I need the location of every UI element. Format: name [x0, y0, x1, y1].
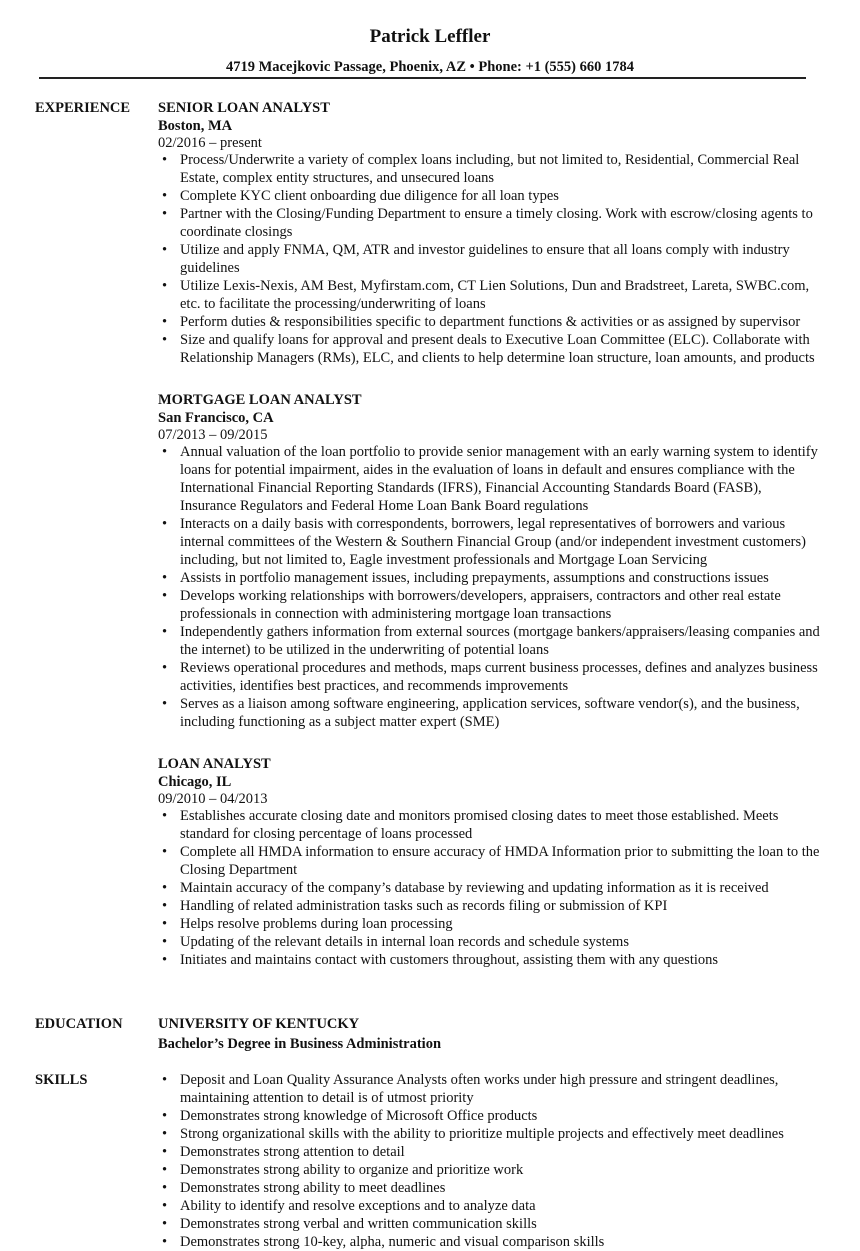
- skill-item: • Ability to identify and resolve exceptions and to analyze data: [180, 1197, 820, 1215]
- education-degree: Bachelor’s Degree in Business Administration: [158, 1036, 442, 1052]
- header-divider: [39, 77, 806, 79]
- job-bullet: • Interacts on a daily basis with correspondents, borrowers, legal representatives of borrowers and various internal committees of the Western & Southern Financial Group (and/or independent investment customers) including, but not limited to, Eagle investment professionals and Mortgage Loan Servicing: [180, 515, 820, 569]
- job-bullet: • Helps resolve problems during loan processing: [180, 915, 820, 933]
- skill-item: • Demonstrates strong ability to organize and prioritize work: [180, 1161, 820, 1179]
- job-title: MORTGAGE LOAN ANALYST: [158, 392, 362, 408]
- education-label: EDUCATION: [35, 1016, 123, 1032]
- skill-item: • Deposit and Loan Quality Assurance Analysts often works under high pressure and stringent deadlines, maintaining attention to detail is of utmost priority: [180, 1071, 820, 1107]
- experience-section: [35, 99, 820, 993]
- job-bullet: • Establishes accurate closing date and monitors promised closing dates to meet those established. Meets standard for closing percentage of loans processed: [180, 807, 820, 843]
- job-title: SENIOR LOAN ANALYST: [158, 100, 330, 116]
- job-dates: 02/2016 – present: [158, 135, 262, 151]
- job-bullets: [158, 443, 820, 731]
- job-entry: [158, 755, 820, 969]
- job-location: Chicago, IL: [158, 774, 232, 790]
- job-bullet: • Annual valuation of the loan portfolio to provide senior management with an early warning system to identify loans for potential impairment, aides in the evaluation of loans in default and ensures compliance with the International Financial Reporting Standards (IFRS), Financial Accounting Standards Board (FASB), Insurance Regulators and Federal Home Loan Bank Board regulations: [180, 443, 820, 515]
- skills-label: SKILLS: [35, 1072, 88, 1088]
- skills-body: [158, 1071, 820, 1251]
- skill-item: • Demonstrates strong verbal and written communication skills: [180, 1215, 820, 1233]
- job-bullet: • Utilize Lexis-Nexis, AM Best, Myfirstam.com, CT Lien Solutions, Dun and Bradstreet, Lareta, SWBC.com, etc. to facilitate the processing/underwriting of loans: [180, 277, 820, 313]
- education-section: [35, 1015, 820, 1055]
- contact-line: 4719 Macejkovic Passage, Phoenix, AZ • Phone: +1 (555) 660 1784: [225, 59, 635, 75]
- job-bullet: • Independently gathers information from external sources (mortgage bankers/appraisers/leasing companies and the internet) to be utilized in the underwriting of potential loans: [180, 623, 820, 659]
- job-bullet: • Develops working relationships with borrowers/developers, appraisers, contractors and other real estate professionals in connection with administering mortgage loan transactions: [180, 587, 820, 623]
- job-location: Boston, MA: [158, 118, 233, 134]
- skill-item: • Demonstrates strong 10-key, alpha, numeric and visual comparison skills: [180, 1233, 820, 1251]
- job-bullet: • Process/Underwrite a variety of complex loans including, but not limited to, Residential, Commercial Real Estate, complex entity structures, and unsecured loans: [180, 151, 820, 187]
- experience-body: [158, 99, 820, 969]
- job-title: LOAN ANALYST: [158, 756, 271, 772]
- job-bullet: • Serves as a liaison among software engineering, application services, software vendor(s), and the business, including functioning as a subject matter expert (SME): [180, 695, 820, 731]
- job-bullet: • Perform duties & responsibilities specific to department functions & activities or as assigned by supervisor: [180, 313, 820, 331]
- experience-label: EXPERIENCE: [35, 100, 131, 116]
- job-bullet: • Maintain accuracy of the company’s database by reviewing and updating information as it is received: [180, 879, 820, 897]
- job-bullet: • Reviews operational procedures and methods, maps current business processes, defines and analyzes business activities, identifies best practices, and recommends improvements: [180, 659, 820, 695]
- skill-item: • Demonstrates strong ability to meet deadlines: [180, 1179, 820, 1197]
- education-body: [158, 1015, 820, 1055]
- education-school: UNIVERSITY OF KENTUCKY: [158, 1016, 360, 1032]
- job-bullets: [158, 807, 820, 969]
- job-bullet: • Handling of related administration tasks such as records filing or submission of KPI: [180, 897, 820, 915]
- skill-item: • Demonstrates strong knowledge of Microsoft Office products: [180, 1107, 820, 1125]
- job-bullet: • Utilize and apply FNMA, QM, ATR and investor guidelines to ensure that all loans comply with industry guidelines: [180, 241, 820, 277]
- job-bullet: • Updating of the relevant details in internal loan records and schedule systems: [180, 933, 820, 951]
- skills-section: [35, 1071, 820, 1251]
- job-entry: [158, 391, 820, 731]
- skill-item: • Demonstrates strong attention to detail: [180, 1143, 820, 1161]
- job-dates: 07/2013 – 09/2015: [158, 427, 268, 443]
- job-bullet: • Size and qualify loans for approval and present deals to Executive Loan Committee (ELC). Collaborate with Relationship Managers (RMs), ELC, and clients to help determine loan structure, loan amounts, and products: [180, 331, 820, 367]
- job-dates: 09/2010 – 04/2013: [158, 791, 268, 807]
- job-location: San Francisco, CA: [158, 410, 274, 426]
- job-bullet: • Complete all HMDA information to ensure accuracy of HMDA Information prior to submitting the loan to the Closing Department: [180, 843, 820, 879]
- job-bullets: [158, 151, 820, 367]
- job-bullet: • Initiates and maintains contact with customers throughout, assisting them with any questions: [180, 951, 820, 969]
- candidate-name: Patrick Leffler: [369, 26, 491, 47]
- job-bullet: • Assists in portfolio management issues, including prepayments, assumptions and constructions issues: [180, 569, 820, 587]
- job-bullet: • Partner with the Closing/Funding Department to ensure a timely closing. Work with escrow/closing agents to coordinate closings: [180, 205, 820, 241]
- job-entry: [158, 99, 820, 367]
- job-bullet: • Complete KYC client onboarding due diligence for all loan types: [180, 187, 820, 205]
- skills-list: [158, 1071, 820, 1251]
- skill-item: • Strong organizational skills with the ability to prioritize multiple projects and effectively meet deadlines: [180, 1125, 820, 1143]
